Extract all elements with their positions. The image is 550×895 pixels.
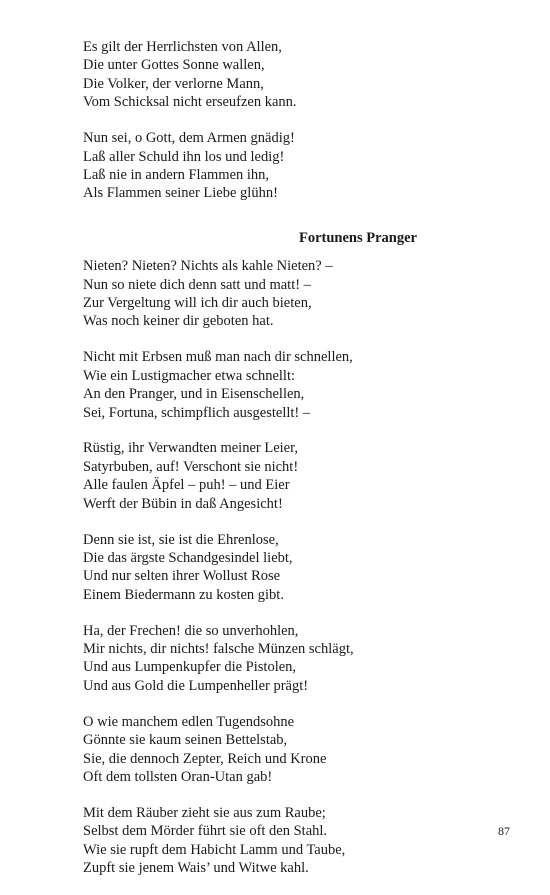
stanza (83, 622, 503, 696)
verse-line: Rüstig, ihr Verwandten meiner Leier, (83, 440, 298, 457)
verse-line: Als Flammen seiner Liebe glühn! (83, 185, 278, 202)
verse-line: Zupft sie jenem Wais’ und Witwe kahl. (83, 860, 309, 877)
verse-line: Laß nie in andern Flammen ihn, (83, 166, 270, 183)
verse-line: Und aus Lumpenkupfer die Pistolen, (83, 659, 297, 676)
verse-line: Wie ein Lustigmacher etwa schnellt: (83, 367, 296, 384)
stanza (83, 38, 503, 112)
verse-line: Was noch keiner dir geboten hat. (83, 313, 274, 330)
verse-line: Zur Vergeltung will ich dir auch bieten, (83, 294, 312, 311)
verse-line: Sie, die dennoch Zepter, Reich und Krone (83, 750, 327, 767)
verse-line: Vom Schicksal nicht erseufzen kann. (83, 94, 297, 111)
verse-line: Ha, der Frechen! die so unverhohlen, (83, 622, 299, 639)
verse-line: Werft der Bübin in daß Angesicht! (83, 495, 283, 512)
verse-line: Laß aller Schuld ihn los und ledig! (83, 148, 285, 165)
verse-line: Alle faulen Äpfel – puh! – und Eier (83, 477, 290, 494)
verse-line: Und nur selten ihrer Wollust Rose (83, 568, 281, 585)
stanza (83, 257, 503, 331)
verse-line: Denn sie ist, sie ist die Ehrenlose, (83, 531, 279, 548)
verse-line: Satyrbuben, auf! Verschont sie nicht! (83, 458, 299, 475)
verse-line: Mir nichts, dir nichts! falsche Münzen schlägt, (83, 641, 354, 658)
verse-line: Gönnte sie kaum seinen Bettelstab, (83, 732, 288, 749)
stanza (83, 531, 503, 605)
verse-line: Die unter Gottes Sonne wallen, (83, 57, 265, 74)
page-number: 87 (498, 824, 510, 838)
verse-line: Oft dem tollsten Oran-Utan gab! (83, 769, 273, 785)
stanza (83, 713, 503, 787)
verse-line: An den Pranger, und in Eisenschellen, (83, 386, 305, 403)
verse-line: Einem Biedermann zu kosten gibt. (83, 586, 284, 603)
stanza (83, 804, 503, 878)
verse-line: Nun so niete dich denn satt und matt! – (83, 276, 311, 293)
verse-line: Wie sie rupft dem Habicht Lamm und Taube, (83, 841, 346, 858)
verse-line: Nicht mit Erbsen muß man nach dir schnellen, (83, 349, 353, 366)
verse-line: Die Volker, der verlorne Mann, (83, 75, 264, 92)
verse-line: Die das ärgste Schandgesindel liebt, (83, 549, 293, 566)
verse-line: Und aus Gold die Lumpenheller prägt! (83, 677, 309, 694)
verse-line: Nun sei, o Gott, dem Armen gnädig! (83, 130, 295, 147)
stanza (83, 439, 503, 513)
stanza (83, 129, 503, 203)
verse-line: Nieten? Nieten? Nichts als kahle Nieten? – (83, 258, 333, 275)
stanza (83, 348, 503, 422)
verse-line: Es gilt der Herrlichsten von Allen, (83, 39, 282, 55)
poem-title: Fortunens Pranger (299, 229, 417, 246)
page-text (83, 38, 503, 895)
verse-line: Mit dem Räuber zieht sie aus zum Raube; (83, 804, 326, 821)
verse-line: Selbst dem Mörder führt sie oft den Stahl. (83, 823, 328, 840)
verse-line: Sei, Fortuna, schimpflich ausgestellt! – (83, 404, 311, 421)
verse-line: O wie manchem edlen Tugendsohne (83, 713, 295, 730)
